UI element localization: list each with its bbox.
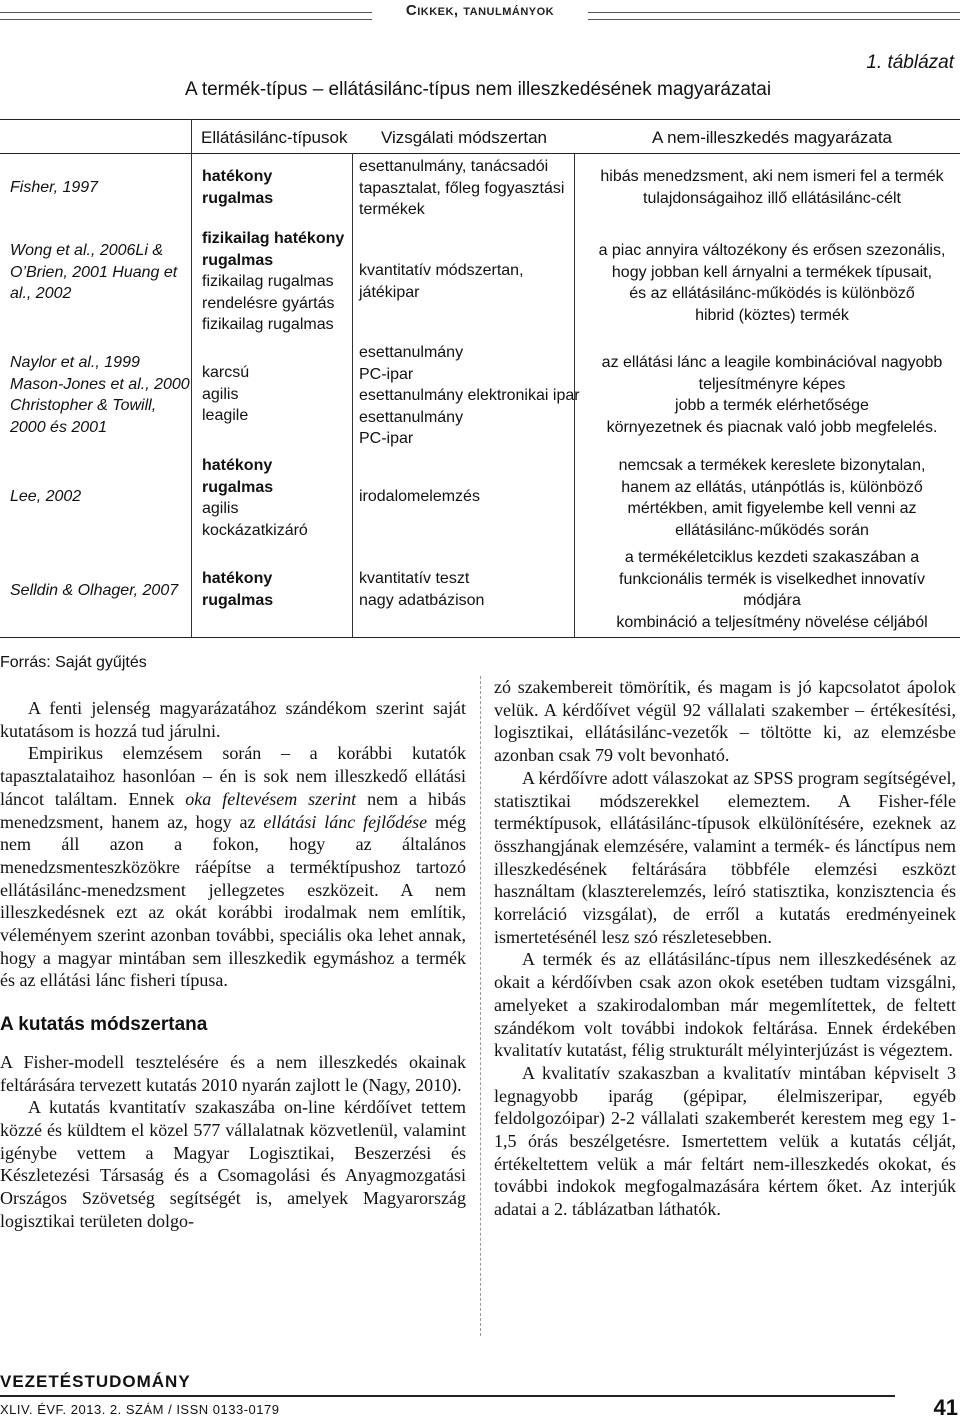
cell-authors-line: Christopher & Towill, (10, 397, 157, 414)
cell-explanation (584, 547, 960, 633)
cell-method-line: irodalomelemzés (359, 488, 480, 505)
text-column-left (0, 697, 466, 1232)
cell-chain-types-line: fizikailag rugalmas (202, 273, 334, 290)
cell-method (359, 486, 573, 508)
cell-explanation-line: kombináció a teljesítmény növelése céljából (616, 613, 928, 631)
cell-authors-line: Wong et al., 2006Li & (10, 242, 163, 259)
cell-chain-types (202, 568, 352, 611)
footer-rule (0, 1395, 895, 1397)
page-number: 41 (933, 1395, 958, 1420)
paragraph: zó szakembereit tömörítik, és magam is jó kapcsolatot ápolok velük. A kérdőívet végül 92 vállalati szakember – értékesítési, logisztikai, ellátásilánc-vezetők – töltötte ki, az elemzésbe azonban csak 79 volt bevonható. (494, 677, 956, 766)
cell-method (359, 156, 573, 221)
cell-chain-types-line: agilis (202, 385, 239, 403)
cell-explanation-line: hanem az ellátás, utánpótlás is, különböző (621, 478, 923, 496)
cell-authors (10, 580, 180, 602)
paragraph: A fenti jelenség magyarázatához szándékom szerint saját kutatásom is hozzá tud járulni. (0, 698, 466, 741)
cell-chain-types-line: hatékony (202, 457, 273, 474)
cell-authors (10, 240, 180, 305)
cell-method (359, 342, 580, 450)
cell-explanation-line: a termékéletciklus kezdeti szakaszában a (624, 549, 920, 566)
cell-authors-line: Lee, 2002 (10, 488, 82, 505)
column-header-explanation: A nem-illeszkedés magyarázata (652, 128, 893, 147)
cell-method-line: PC-ipar (359, 365, 414, 383)
cell-explanation-line: környezetnek és piacnak való jobb megfelelés. (606, 418, 938, 436)
cell-explanation-line: tulajdonságaihoz illő ellátásilánc-célt (643, 189, 901, 207)
cell-explanation-line: ellátásilánc-működés során (675, 521, 869, 539)
cell-chain-types-line: rendelésre gyártás (202, 294, 335, 312)
cell-chain-types-line: kockázatkizáró (202, 521, 308, 539)
cell-method-line: termékek (359, 201, 425, 218)
cell-chain-types (202, 455, 352, 541)
section-heading: A kutatás módszertana (0, 1014, 208, 1036)
table-top-rule (0, 119, 960, 120)
cell-method (359, 568, 573, 611)
cell-authors-line: Naylor et al., 1999 (10, 354, 140, 371)
cell-explanation-line: módjára (743, 592, 801, 609)
cell-chain-types-line: hatékony (202, 570, 273, 587)
cell-explanation (584, 352, 960, 438)
table-bottom-rule (0, 637, 960, 638)
column-header-method: Vizsgálati módszertan (381, 128, 547, 147)
cell-method-line: játékipar (359, 283, 420, 301)
cell-method-line: PC-ipar (359, 430, 414, 447)
cell-authors-line: Mason-Jones et al., 2000 (10, 375, 190, 393)
cell-method-line: kvantitatív módszertan, (359, 262, 524, 279)
cell-chain-types-line: leagile (202, 407, 249, 424)
cell-chain-types-line: agilis (202, 500, 239, 517)
cell-explanation (584, 240, 960, 326)
paragraph: A Fisher-modell tesztelésére és a nem illeszkedés okainak feltárására tervezett kutatás 2010 nyarán zajlott le (Nagy, 2010). (0, 1051, 466, 1095)
cell-explanation-line: jobb a termék elérhetősége (675, 397, 869, 414)
cell-explanation-line: hibás menedzsment, aki nem ismeri fel a termék (600, 168, 944, 185)
cell-chain-types-line: karcsú (202, 364, 250, 381)
cell-explanation-line: az ellátási lánc a leagile kombinációval nagyobb (601, 354, 943, 371)
cell-explanation-line: nemcsak a termékek kereslete bizonytalan, (618, 457, 926, 474)
cell-method-line: nagy adatbázison (359, 591, 485, 609)
cell-explanation (584, 455, 960, 541)
text-column-right (494, 676, 956, 1221)
cell-explanation-line: teljesítményre képes (698, 375, 846, 393)
cell-method-line: esettanulmány elektronikai ipar (359, 387, 580, 404)
cell-explanation-line: és az ellátásilánc-működés is különböző (629, 285, 915, 302)
paragraph: A kérdőívre adott válaszokat az SPSS program segítségével, statisztikai módszerekkel elemeztem. A Fisher-féle terméktípusok, ellátásilánc-típusok elkülönítésére, ezeknek az összhangjának elemzésére, valamint a termék- és lánctípus nem illeszkedésének feltárására többféle elemzési eszközt használtam (klaszterelemzés, leíró statisztika, konzisztencia és korreláció vizsgálat), de erről a kutatás eredményeinek ismertetésénél lesz szó részletesebben. (494, 767, 956, 947)
cell-method-line: esettanulmány, tanácsadói (359, 158, 549, 175)
table-source: Forrás: Saját gyűjtés (0, 654, 147, 671)
cell-explanation-line: a piac annyira változékony és erősen szezonális, (598, 242, 946, 259)
cell-authors-line: al., 2002 (10, 285, 72, 302)
cell-explanation-line: hibrid (köztes) termék (695, 306, 849, 324)
cell-explanation (584, 166, 960, 209)
cell-chain-types-line: rugalmas (202, 478, 274, 496)
cell-chain-types-line: fizikailag rugalmas (202, 316, 334, 333)
cell-authors (10, 352, 190, 438)
paragraph: Empirikus elemzésem során – a korábbi kutatók tapasztalataihoz hasonlóan – én is sok nem illeszkedő ellátási láncot találtam. Ennek oka feltevésem szerint nem a hibás menedzsment, hanem az, hogy az ellátási lánc fejlődése még nem áll azon a fokon, hogy az általános menedzsmenteszközökre ráépítse a terméktípushoz tartozó ellátásilánc-menedzsment jellegzetes eszközeit. A nem illeszkedésnek ezt az okát korábbi irodalmak nem említik, véleményem szerint azonban további, speciális oka lehet annak, hogy a magyar mintában sem illeszkedik egymáshoz a termék és az ellátási lánc fisheri típusa. (0, 743, 466, 991)
journal-name: VEZETÉSTUDOMÁNY (0, 1372, 191, 1391)
cell-authors-line: 2000 és 2001 (10, 418, 107, 436)
table-header-rule (0, 153, 960, 154)
table-divider-1 (191, 119, 192, 637)
cell-authors-line: Selldin & Olhager, 2007 (10, 582, 179, 599)
cell-chain-types (202, 228, 352, 336)
column-separator (480, 676, 481, 1336)
cell-method (359, 260, 573, 303)
cell-authors (10, 177, 180, 199)
cell-method-line: esettanulmány (359, 344, 464, 361)
cell-chain-types-line: rugalmas (202, 189, 274, 207)
cell-chain-types (202, 362, 352, 427)
cell-chain-types-line: fizikailag hatékony (202, 230, 345, 247)
issue-info: XLIV. ÉVF. 2013. 2. SZÁM / ISSN 0133-0179 (0, 1402, 280, 1417)
cell-authors (10, 486, 180, 508)
cell-explanation-line: mértékben, amit figyelembe kell venni az (627, 500, 917, 517)
cell-chain-types-line: rugalmas (202, 251, 274, 269)
paragraph: A kutatás kvantitatív szakaszába on-line kérdőívet tettem közzé és küldtem el közel 577 vállalatnak közvetlenül, valamint igénybe vettem a Magyar Logisztikai, Beszerzési és Készletezési Társaság és a Csomagolási és Anyagmozgatási Országos Szövetség segítségét is, amelyek Magyarország logisztikai területen dolgo- (0, 1097, 466, 1231)
cell-authors-line: O’Brien, 2001 Huang et (10, 263, 178, 281)
cell-chain-types-line: rugalmas (202, 591, 274, 609)
paragraph: A termék és az ellátásilánc-típus nem illeszkedésének az okait a kérdőívben csak azon okok esetében tudtam vizsgálni, amelyeket a szakirodalomban már megemlítettek, de feltett szándékom volt további indokok feltárása. Ennek érdekében kvalitatív kutatást, félig strukturált mélyinterjúzást is végeztem. (494, 949, 956, 1061)
cell-chain-types (202, 166, 352, 209)
paragraph: A kvalitatív szakaszban a kvalitatív mintában képviselt 3 legnagyobb iparág (gépipar, élelmiszeripar, egyéb feldolgozóipar) 2-2 vállalati szakemberét kerestem meg egy 1-1,5 órás beszélgetésre. Ismertettem velük a kutatás célját, értékeltettem velük a már feltárt nem-illeszkedés okokat, és további indokok megfogalmazására kértem őket. Az interjúk adatai a 2. táblázatban láthatók. (494, 1062, 956, 1220)
cell-method-line: kvantitatív teszt (359, 570, 470, 587)
cell-method-line: esettanulmány (359, 408, 464, 426)
table-divider-2 (352, 153, 353, 637)
column-header-chain-types: Ellátásilánc-típusok (201, 128, 348, 147)
cell-explanation-line: funkcionális termék is viselkedhet innovatív (619, 570, 925, 588)
cell-explanation-line: hogy jobban kell árnyalni a termékek típusait, (611, 263, 933, 281)
table-number: 1. táblázat (866, 52, 954, 73)
cell-method-line: tapasztalat, főleg fogyasztási (359, 179, 565, 197)
section-title: Cikkek, tanulmányok (0, 2, 960, 19)
cell-authors-line: Fisher, 1997 (10, 179, 99, 196)
table-title: A termék-típus – ellátásilánc-típus nem illeszkedésének magyarázatai (184, 79, 772, 100)
cell-chain-types-line: hatékony (202, 168, 273, 185)
